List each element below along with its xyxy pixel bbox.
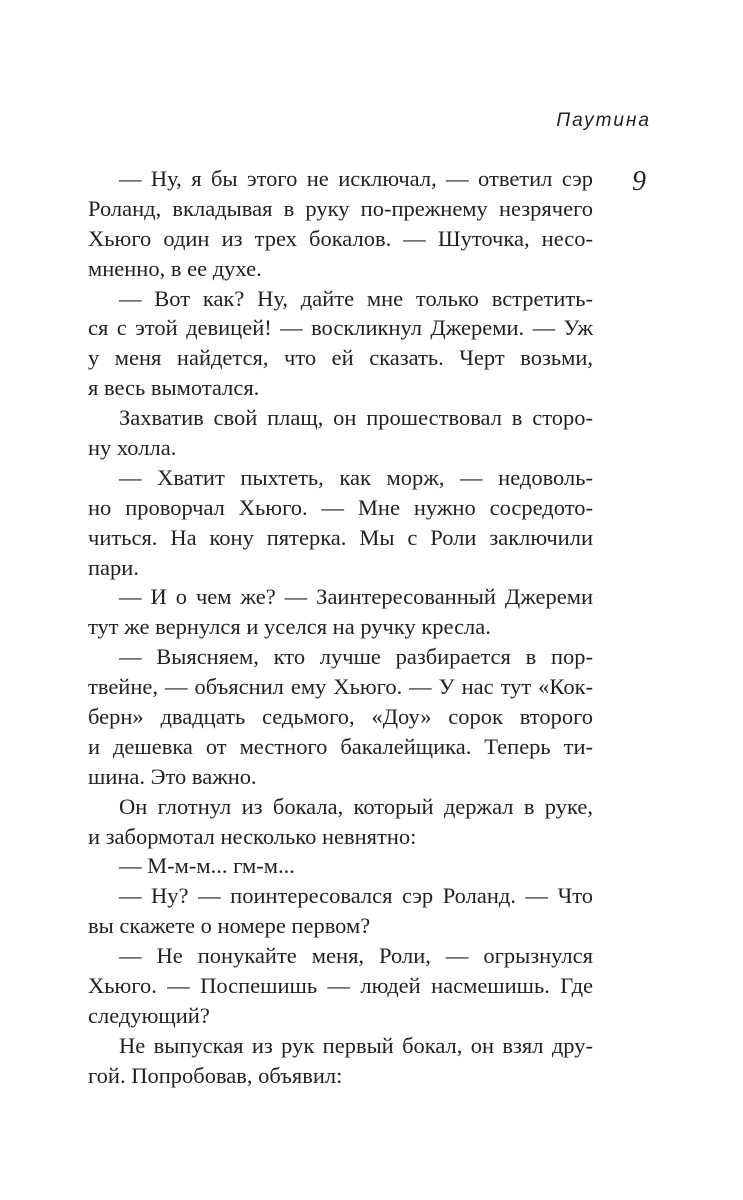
text-line: гой. Попробовав, объявил: [88,1062,343,1088]
text-line: ну холла. [88,435,177,461]
paragraph [88,284,593,404]
text-line: шина. Это важно. [88,763,257,789]
text-line: Захватив свой плащ, он прошествовал в сторо- [119,405,593,431]
text-line: — Вот как? Ну, дайте мне только встретить- [119,285,593,311]
text-line: — Выясняем, кто лучше разбирается в пор- [119,644,593,670]
text-line: — М-м-м... гм-м... [119,853,295,879]
running-title: Паутина [556,110,651,131]
text-line: берн» двадцать седьмого, «Доу» сорок второго [88,704,593,730]
text-line: следующий? [88,1002,210,1028]
body-text [88,164,593,1091]
text-line: — Не понукайте меня, Роли, — огрызнулся [119,943,593,969]
paragraph [88,1031,593,1091]
text-line: Роланд, вкладывая в руку по-прежнему незрячего [88,195,593,221]
text-line: — И о чем же? — Заинтересованный Джереми [119,584,593,610]
text-line: Он глотнул из бокала, который держал в руке, [119,793,593,819]
paragraph [88,403,593,463]
text-line: Не выпуская из рук первый бокал, он взял дру- [119,1032,593,1058]
text-line: у меня найдется, что ей сказать. Черт возьми, [88,345,593,371]
text-line: пари. [88,554,139,580]
paragraph [88,851,593,881]
text-line: читься. На кону пятерка. Мы с Роли заключили [88,524,593,550]
text-line: мненно, в ее духе. [88,255,262,281]
text-line: Хьюго. — Поспешишь — людей насмешишь. Где [88,973,593,999]
text-line: твейне, — объяснил ему Хьюго. — У нас тут «Кок- [88,674,593,700]
text-line: — Хватит пыхтеть, как морж, — недоволь- [119,464,593,490]
paragraph [88,463,593,583]
paragraph [88,642,593,791]
paragraph [88,881,593,941]
text-line: — Ну, я бы этого не исключал, — ответил сэр [119,166,593,191]
text-line: и забормотал несколько невнятно: [88,823,417,849]
text-line: вы скажете о номере первом? [88,913,371,939]
text-line: я весь вымотался. [88,375,260,401]
text-line: ся с этой девицей! — воскликнул Джереми. — Уж [88,315,593,341]
paragraph [88,164,593,284]
text-line: и дешевка от местного бакалейщика. Теперь ти- [88,733,593,759]
text-line: но проворчал Хьюго. — Мне нужно сосредото- [88,494,593,520]
text-line: — Ну? — поинтересовался сэр Роланд. — Что [119,883,593,909]
page-number: 9 [632,166,646,197]
text-line: тут же вернулся и уселся на ручку кресла. [88,614,491,640]
paragraph [88,582,593,642]
paragraph [88,941,593,1031]
paragraph [88,792,593,852]
text-line: Хьюго один из трех бокалов. — Шуточка, несо- [88,225,593,251]
